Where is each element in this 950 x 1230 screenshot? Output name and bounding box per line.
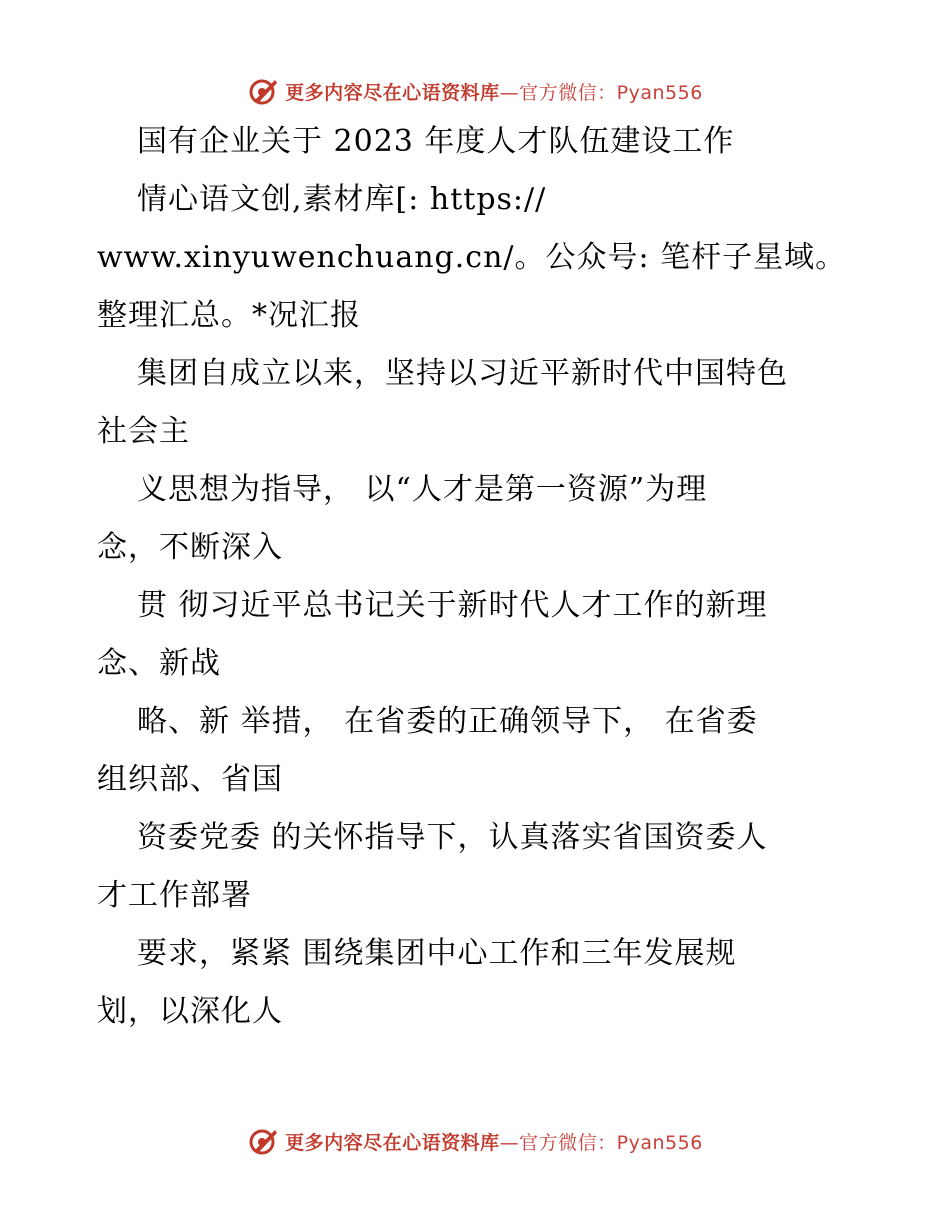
- watermark-sub-text: —官方微信：Pyan556: [499, 81, 703, 104]
- text-line: 义思想为指导， 以“人才是第一资源”为理: [137, 472, 708, 507]
- text-line: 念，不断深入: [97, 530, 283, 565]
- text-line: 念、新战: [97, 646, 221, 681]
- text-line: 才工作部署: [97, 878, 252, 913]
- text-line: 情心语文创,素材库[: https://: [137, 182, 547, 217]
- watermark-sub-text: —官方微信：Pyan556: [499, 1131, 703, 1154]
- text-line: 贯 彻习近平总书记关于新时代人才工作的新理: [137, 588, 768, 623]
- quill-logo-icon: [247, 1124, 281, 1158]
- text-line: 社会主: [97, 414, 190, 449]
- header-watermark: [0, 74, 950, 108]
- text-line: 组织部、省国: [97, 762, 283, 797]
- text-line: 资委党委 的关怀指导下，认真落实省国资委人: [137, 820, 768, 855]
- text-line: 略、新 举措， 在省委的正确领导下， 在省委: [137, 704, 758, 739]
- quill-logo-icon: [247, 74, 281, 108]
- title-line: 国有企业关于 2023 年度人才队伍建设工作: [137, 124, 735, 159]
- document-body: [97, 122, 857, 1050]
- watermark-main-text: 更多内容尽在心语资料库: [285, 1131, 500, 1154]
- text-line: 整理汇总。*况汇报: [97, 298, 361, 333]
- footer-watermark: [0, 1124, 950, 1158]
- text-line: 集团自成立以来，坚持以习近平新时代中国特色: [137, 356, 788, 391]
- watermark-main-text: 更多内容尽在心语资料库: [285, 81, 500, 104]
- text-line: 要求，紧紧 围绕集团中心工作和三年发展规: [137, 936, 737, 971]
- text-line: 划，以深化人: [97, 994, 283, 1029]
- text-line: www.xinyuwenchuang.cn/。公众号: 笔杆子星域。: [97, 240, 847, 275]
